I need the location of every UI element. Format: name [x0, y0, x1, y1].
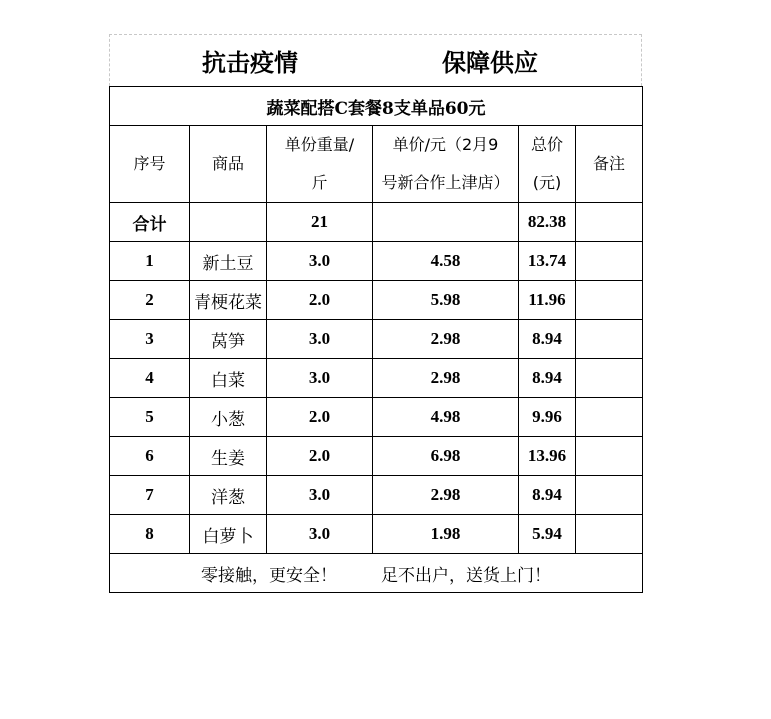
table-row	[110, 398, 643, 437]
col-total-line1: 总价	[530, 135, 563, 154]
table-row	[110, 281, 643, 320]
row-note	[576, 242, 643, 281]
row-weight: 2.0	[267, 398, 373, 437]
row-price: 2.98	[373, 476, 519, 515]
row-note	[576, 515, 643, 554]
row-weight: 3.0	[267, 476, 373, 515]
row-product: 洋葱	[190, 476, 267, 515]
summary-note	[576, 203, 643, 242]
row-total: 13.74	[519, 242, 576, 281]
row-note	[576, 281, 643, 320]
row-product: 白菜	[190, 359, 267, 398]
row-weight: 2.0	[267, 281, 373, 320]
title-right: 保障供应	[442, 48, 538, 77]
table-row	[110, 437, 643, 476]
col-product: 商品	[190, 126, 267, 203]
summary-label: 合计	[110, 203, 190, 242]
row-price: 4.98	[373, 398, 519, 437]
footer	[110, 554, 643, 593]
summary-total: 82.38	[519, 203, 576, 242]
row-total: 13.96	[519, 437, 576, 476]
row-price: 2.98	[373, 320, 519, 359]
row-total: 8.94	[519, 359, 576, 398]
row-total: 8.94	[519, 476, 576, 515]
row-price: 1.98	[373, 515, 519, 554]
row-note	[576, 359, 643, 398]
table-row	[110, 515, 643, 554]
row-weight: 2.0	[267, 437, 373, 476]
table-row	[110, 242, 643, 281]
row-total: 8.94	[519, 320, 576, 359]
row-index: 1	[110, 242, 190, 281]
footer-left: 零接触，更安全！	[201, 565, 337, 586]
summary-product	[190, 203, 267, 242]
row-index: 3	[110, 320, 190, 359]
row-note	[576, 437, 643, 476]
row-price: 2.98	[373, 359, 519, 398]
table-row	[110, 476, 643, 515]
col-weight-line2: 斤	[311, 173, 328, 192]
summary-row	[110, 203, 643, 242]
table-row	[110, 320, 643, 359]
row-total: 5.94	[519, 515, 576, 554]
row-index: 7	[110, 476, 190, 515]
col-note: 备注	[576, 126, 643, 203]
row-product: 青梗花菜	[190, 281, 267, 320]
row-price: 6.98	[373, 437, 519, 476]
row-weight: 3.0	[267, 515, 373, 554]
col-price-line1: 单价/元（2月9	[392, 135, 499, 154]
footer-right: 足不出户，送货上门！	[381, 565, 551, 586]
row-product: 生姜	[190, 437, 267, 476]
row-product: 新土豆	[190, 242, 267, 281]
row-index: 4	[110, 359, 190, 398]
row-note	[576, 476, 643, 515]
row-index: 2	[110, 281, 190, 320]
row-product: 白萝卜	[190, 515, 267, 554]
title-left: 抗击疫情	[202, 48, 298, 77]
row-weight: 3.0	[267, 320, 373, 359]
subtitle: 蔬菜配搭C套餐8支单品60元	[110, 87, 643, 126]
footer-row	[110, 554, 643, 593]
row-index: 5	[110, 398, 190, 437]
summary-price	[373, 203, 519, 242]
row-price: 4.58	[373, 242, 519, 281]
subtitle-row	[110, 87, 643, 126]
row-total: 11.96	[519, 281, 576, 320]
row-note	[576, 320, 643, 359]
row-weight: 3.0	[267, 242, 373, 281]
row-index: 6	[110, 437, 190, 476]
title-row	[109, 34, 642, 86]
col-price	[373, 126, 519, 203]
col-index: 序号	[110, 126, 190, 203]
col-weight-line1: 单份重量/	[284, 135, 355, 154]
row-price: 5.98	[373, 281, 519, 320]
row-product: 小葱	[190, 398, 267, 437]
col-total-line2: (元)	[532, 173, 562, 192]
spreadsheet	[109, 34, 642, 593]
header-row	[110, 126, 643, 203]
product-table	[109, 86, 643, 593]
row-weight: 3.0	[267, 359, 373, 398]
col-price-line2: 号新合作上津店）	[381, 173, 510, 192]
row-index: 8	[110, 515, 190, 554]
row-product: 莴笋	[190, 320, 267, 359]
row-total: 9.96	[519, 398, 576, 437]
col-weight	[267, 126, 373, 203]
row-note	[576, 398, 643, 437]
table-row	[110, 359, 643, 398]
summary-weight: 21	[267, 203, 373, 242]
col-total	[519, 126, 576, 203]
